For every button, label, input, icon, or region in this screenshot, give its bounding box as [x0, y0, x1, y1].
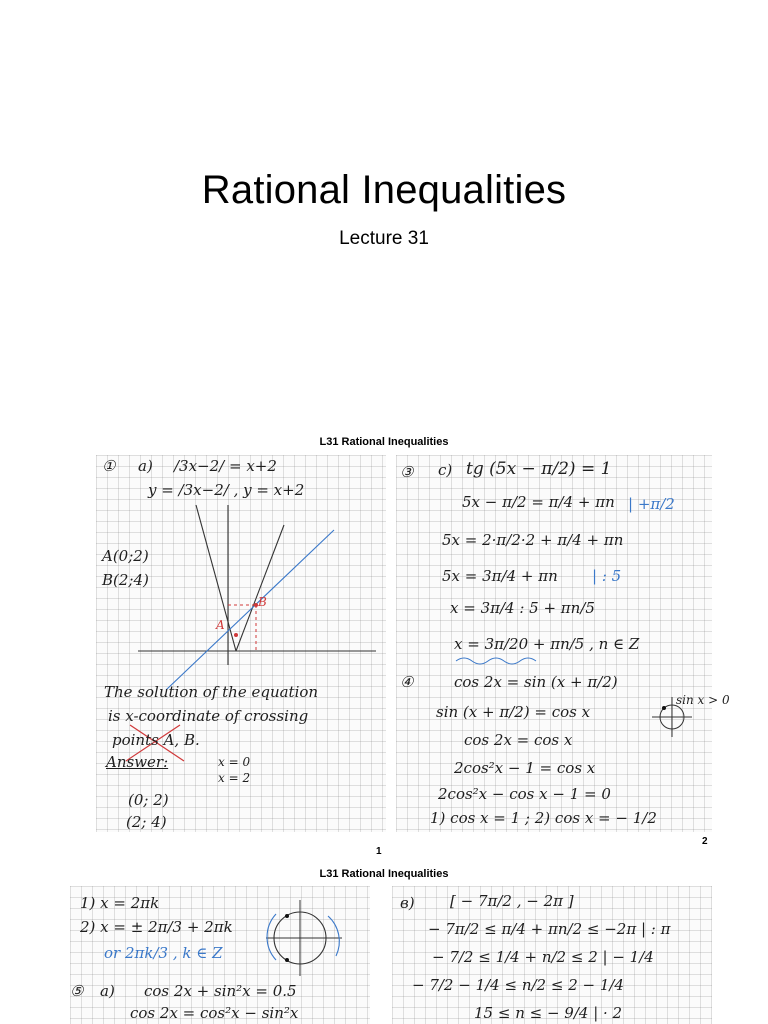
point-b-label: B(2;4): [102, 571, 149, 589]
point-a-label: A(0;2): [102, 547, 149, 565]
graph-label-b: B: [258, 595, 267, 609]
handwritten-equation: [ − 7π/2 , − 2π ]: [450, 892, 574, 910]
notes-panel-4: [392, 886, 712, 1024]
handwritten-equation: sin (x + π/2) = cos x: [436, 703, 591, 721]
answer-label: Answer:: [106, 753, 169, 771]
handwritten-equation: 5x = 3π/4 + πn: [442, 567, 558, 585]
handwritten-equation: − 7/2 ≤ 1/4 + n/2 ≤ 2 | − 1/4: [432, 948, 654, 966]
handwritten-line: x = 2: [218, 771, 251, 785]
handwritten-equation: − 7π/2 ≤ π/4 + πn/2 ≤ −2π | : π: [428, 920, 671, 938]
handwritten-note: | +π/2: [628, 495, 675, 513]
handwritten-line: is x-coordinate of crossing: [108, 707, 309, 725]
handwritten-line: c): [438, 461, 453, 479]
handwritten-line: (0; 2): [128, 791, 169, 809]
handwritten-equation: cos 2x + sin²x = 0.5: [144, 982, 297, 1000]
handwritten-equation: cos 2x = cos²x − sin²x: [130, 1004, 299, 1022]
notes-panel-3: [70, 886, 370, 1024]
handwritten-note: sin x > 0: [676, 693, 730, 707]
handwritten-line: в): [400, 894, 415, 912]
handwritten-equation: tg (5x − π/2) = 1: [466, 459, 612, 479]
handwritten-line: a): [138, 457, 153, 475]
handwritten-equation: 1) x = 2πk: [80, 894, 160, 912]
handwritten-equation: − 7/2 − 1/4 ≤ n/2 ≤ 2 − 1/4: [412, 976, 624, 994]
handwritten-line: The solution of the equation: [104, 683, 319, 701]
handwritten-equation: or 2πk/3 , k ∈ Z: [104, 944, 223, 962]
handwritten-equation: 15 ≤ n ≤ − 9/4 | · 2: [474, 1004, 623, 1022]
handwritten-equation: 2) x = ± 2π/3 + 2πk: [80, 918, 233, 936]
page-title: Rational Inequalities: [201, 168, 567, 212]
handwritten-equation: y = /3x−2/ , y = x+2: [148, 481, 305, 499]
handwritten-line: x = 0: [218, 755, 251, 769]
problem-number: ④: [400, 673, 414, 691]
page-subtitle: Lecture 31: [339, 228, 429, 249]
notes-panel-1: [96, 455, 386, 832]
handwritten-equation: cos 2x = cos x: [464, 731, 573, 749]
handwritten-note: | : 5: [592, 567, 622, 585]
page-number-left: 1: [376, 846, 382, 857]
handwritten-line: points A, B.: [112, 731, 200, 749]
problem-number: ③: [400, 463, 414, 481]
slide-header: L31 Rational Inequalities: [319, 436, 449, 448]
handwritten-equation: 2cos²x − cos x − 1 = 0: [438, 785, 611, 803]
handwritten-equation: /3x−2/ = x+2: [174, 457, 277, 475]
handwritten-equation: 5x − π/2 = π/4 + πn: [462, 493, 615, 511]
handwritten-equation: x = 3π/4 : 5 + πn/5: [450, 599, 595, 617]
handwritten-line: (2; 4): [126, 813, 167, 831]
page-number-right: 2: [702, 836, 708, 847]
problem-number: ⑤: [70, 982, 84, 1000]
handwritten-equation: x = 3π/20 + πn/5 , n ∈ Z: [454, 635, 640, 653]
handwritten-equation: 1) cos x = 1 ; 2) cos x = − 1/2: [430, 809, 657, 827]
problem-number: ①: [102, 457, 116, 475]
handwritten-equation: cos 2x = sin (x + π/2): [454, 673, 618, 691]
handwritten-equation: 5x = 2·π/2·2 + π/4 + πn: [442, 531, 624, 549]
graph-label-a: A: [216, 618, 225, 632]
slide-header: L31 Rational Inequalities: [319, 868, 449, 880]
handwritten-equation: 2cos²x − 1 = cos x: [454, 759, 596, 777]
handwritten-line: a): [100, 982, 115, 1000]
notes-panel-2: [396, 455, 730, 832]
